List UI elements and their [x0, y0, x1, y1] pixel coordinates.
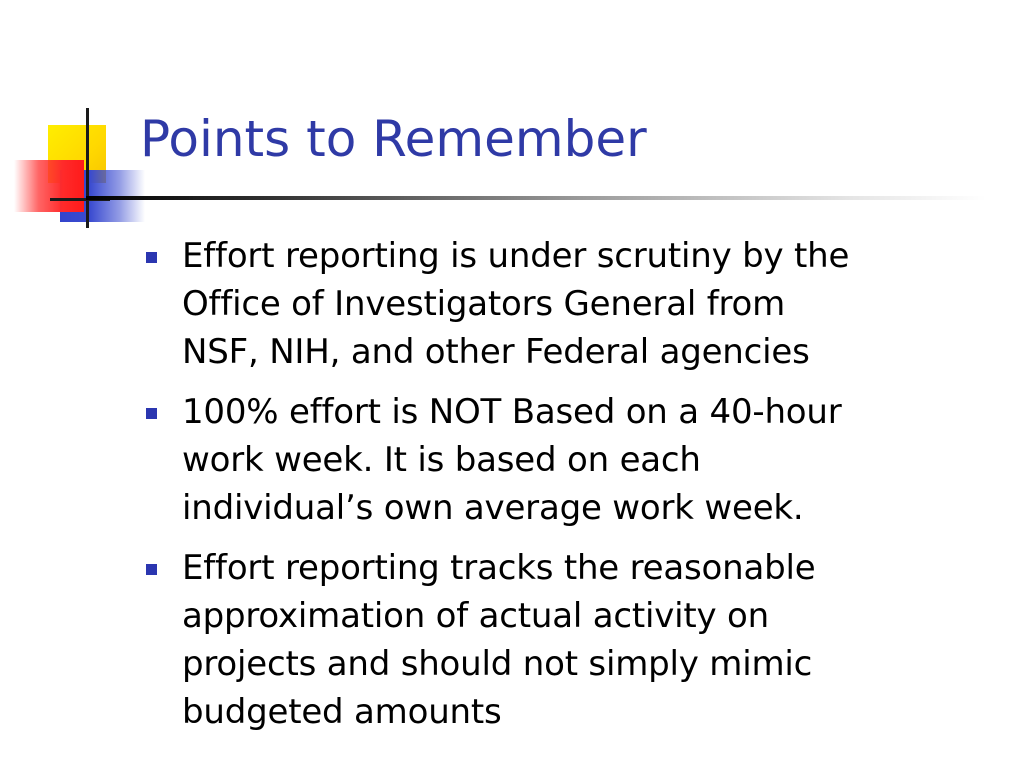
bullet-line: individual’s own average work week.	[182, 488, 804, 528]
logo-red-square	[14, 160, 84, 212]
bullet-item	[140, 232, 1000, 376]
bullet-line: Effort reporting is under scrutiny by the	[182, 236, 850, 276]
bullet-line: budgeted amounts	[182, 692, 502, 732]
bullet-item	[140, 388, 1000, 532]
bullet-line: Effort reporting tracks the reasonable	[182, 548, 816, 588]
square-bullet-icon	[146, 252, 157, 263]
bullet-line: approximation of actual activity on	[182, 596, 770, 636]
slide-logo-icon	[0, 0, 150, 240]
bullet-line: projects and should not simply mimic	[182, 644, 813, 684]
bullet-line: work week. It is based on each	[182, 440, 701, 480]
title-divider	[86, 196, 986, 200]
bullet-line: NSF, NIH, and other Federal agencies	[182, 332, 810, 372]
square-bullet-icon	[146, 408, 157, 419]
bullet-line: 100% effort is NOT Based on a 40-hour	[182, 392, 842, 432]
bullet-item	[140, 544, 1000, 736]
slide-title: Points to Remember	[140, 110, 647, 168]
bullet-line: Office of Investigators General from	[182, 284, 786, 324]
square-bullet-icon	[146, 564, 157, 575]
bullet-list	[140, 232, 1000, 748]
logo-vertical-line	[86, 108, 89, 228]
